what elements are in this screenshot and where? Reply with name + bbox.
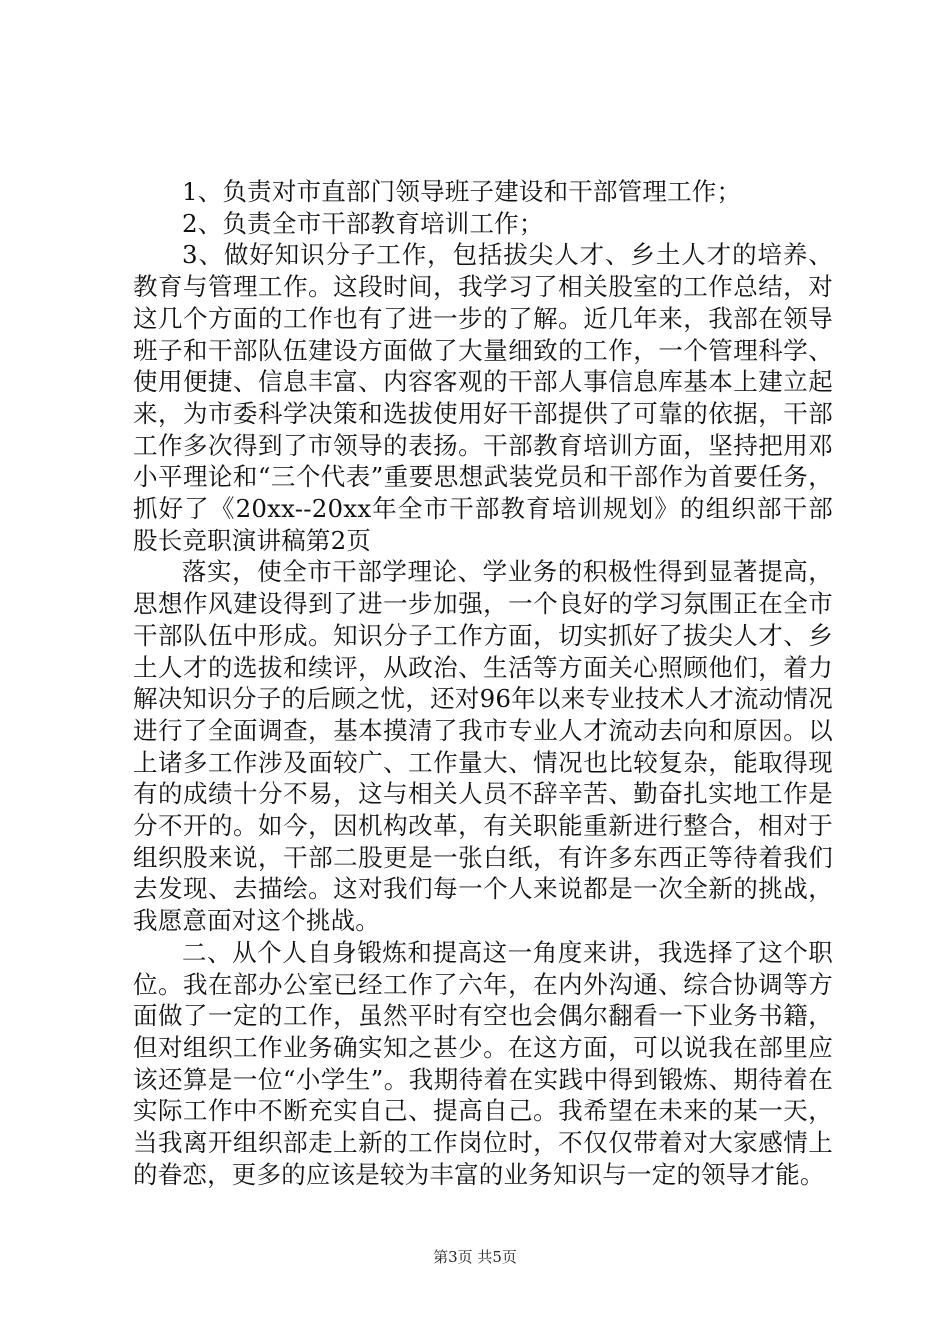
document-body xyxy=(133,176,833,1191)
paragraph-duty-1: 1、负责对市直部门领导班子建设和干部管理工作； xyxy=(182,177,742,206)
paragraph-personal-growth: 二、从个人自身锻炼和提高这一角度来讲，我选择了这个职位。我在部办公室已经工作了六年，在内外沟通、综合协调等方面做了一定的工作，虽然平时有空也会偶尔翻看一下业务书籍，但对组织工作业务确实知之甚少。在这方面，可以说我在部里应该还算是一位“小学生”。我期待着在实践中得到锻炼、期待着在实际工作中不断充实自己、提高自己。我希望在未来的某一天，当我离开组织部走上新的工作岗位时，不仅仅带着对大家感情上的眷恋，更多的应该是较为丰富的业务知识与一定的领导才能。 xyxy=(133,937,833,1189)
page-number-footer: 第3页 共5页 xyxy=(433,1248,517,1266)
paragraph-achievements: 落实，使全市干部学理论、学业务的积极性得到显著提高，思想作风建设得到了进一步加强，一个良好的学习氛围正在全市干部队伍中形成。知识分子工作方面，切实抓好了拔尖人才、乡土人才的选拔和续评，从政治、生活等方面关心照顾他们，着力解决知识分子的后顾之忧，还对96年以来专业技术人才流动情况进行了全面调查，基本摸清了我市专业人才流动去向和原因。以上诸多工作涉及面较广、工作量大、情况也比较复杂，能取得现有的成绩十分不易，这与相关人员不辞辛苦、勤奋扎实地工作是分不开的。如今，因机构改革，有关职能重新进行整合，相对于组织股来说，干部二股更是一张白纸，有许多东西正等待着我们去发现、去描绘。这对我们每一个人来说都是一次全新的挑战，我愿意面对这个挑战。 xyxy=(133,557,833,936)
paragraph-duty-2: 2、负责全市干部教育培训工作； xyxy=(182,208,544,238)
paragraph-duty-3: 3、做好知识分子工作，包括拔尖人才、乡土人才的培养、教育与管理工作。这段时间，我学习了相关股室的工作总结，对这几个方面的工作也有了进一步的了解。近几年来，我部在领导班子和干部队伍建设方面做了大量细致的工作，一个管理科学、使用便捷、信息丰富、内容客观的干部人事信息库基本上建立起来，为市委科学决策和选拔使用好干部提供了可靠的依据，干部工作多次得到了市领导的表扬。干部教育培训方面，坚持把用邓小平理论和“三个代表”重要思想武装党员和干部作为首要任务，抓好了《20xx--20xx年全市干部教育培训规划》的组织部干部股长竞职演讲稿第2页 xyxy=(133,240,833,555)
